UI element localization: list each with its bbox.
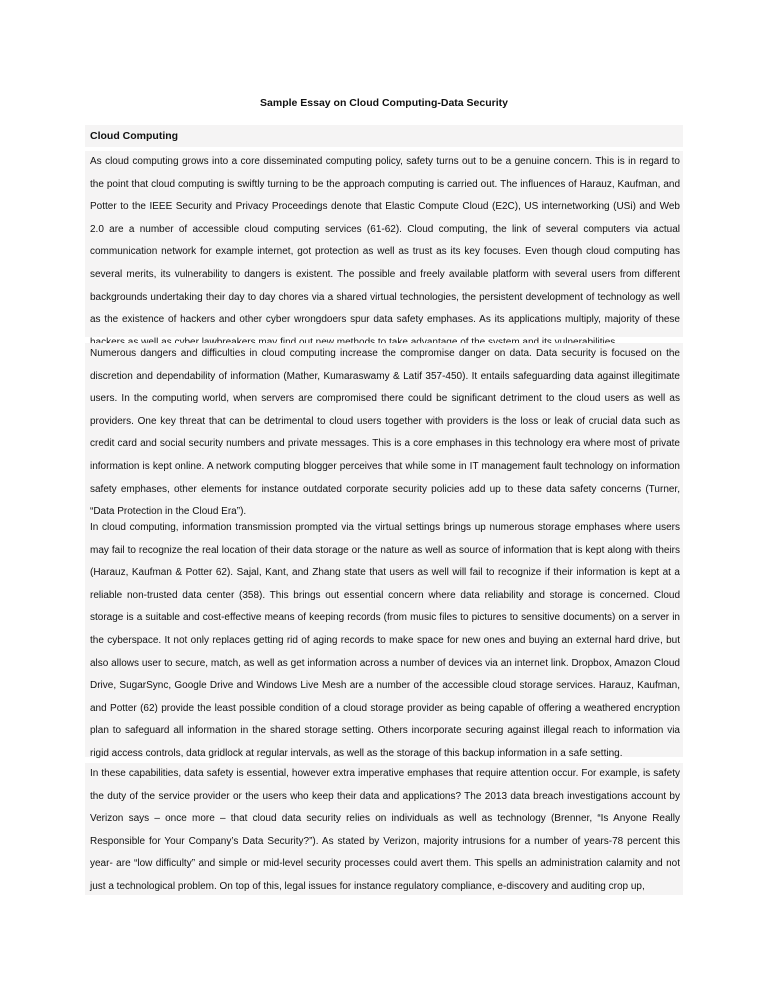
paragraph: In cloud computing, information transmission prompted via the virtual settings brings up numerous storage emphases where users may fail to recognize the real location of their data storage or the nature as well as source of information that is kept along with theirs (Harauz, Kaufman & Potter 62). Sajal, Kant, and Zhang state that users as well will fail to recognize if their information is kept at a reliable non-trusted data center (358). This brings out essential concern where data reliability and storage is concerned. Cloud storage is a suitable and cost-effective means of keeping records (from music files to pictures to sensitive documents) on a server in the cyberspace. It not only replaces getting rid of aging records to make space for new ones and buying an external hard drive, but also allows user to secure, match, as well as get information across a number of devices via an internet link. Dropbox, Amazon Cloud Drive, SugarSync, Google Drive and Windows Live Mesh are a number of the accessible cloud storage services. Harauz, Kaufman, and Potter (62) provide the least possible condition of a cloud storage provider as being capable of offering a weathered encryption plan to safeguard all information in the shared storage setting. Others incorporate securing against illegal reach to information via rigid access controls, data gridlock at regular intervals, as well as the storage of this backup information in a safe setting. — [85, 517, 683, 757]
paragraph: In these capabilities, data safety is essential, however extra imperative emphases that require attention occur. For example, is safety the duty of the service provider or the users who keep their data and applications? The 2013 data breach investigations account by Verizon says – once more – that cloud data security relies on individuals as well as technology (Brenner, “Is Anyone Really Responsible for Your Company’s Data Security?”). As stated by Verizon, majority intrusions for a number of years-78 percent this year- are “low difficulty” and simple or mid-level security processes could avert them. This spells an administration calamity and not just a technological problem. On top of this, legal issues for instance regulatory compliance, e-discovery and auditing crop up, — [85, 763, 683, 895]
paragraph: Numerous dangers and difficulties in cloud computing increase the compromise danger on data. Data security is focused on the discretion and dependability of information (Mather, Kumaraswamy & Latif 357-450). It entails safeguarding data against illegitimate users. In the computing world, when servers are compromised there could be significant detriment to the cloud users as well as providers. One key threat that can be detrimental to cloud users together with providers is the loss or leak of crucial data such as credit card and social security numbers and private messages. This is a core emphases in this technology era where most of private information is kept online. A network computing blogger perceives that while some in IT management fault technology on information safety emphases, other elements for instance outdated corporate security policies add up to these data safety concerns (Turner, “Data Protection in the Cloud Era”). — [85, 343, 683, 518]
paragraph: As cloud computing grows into a core disseminated computing policy, safety turns out to be a genuine concern. This is in regard to the point that cloud computing is swiftly turning to be the approach computing is carried out. The influences of Harauz, Kaufman, and Potter to the IEEE Security and Privacy Proceedings denote that Elastic Compute Cloud (E2C), US internetworking (USi) and Web 2.0 are a number of accessible cloud computing services (61-62). Cloud computing, the link of several computers via actual communication network for example internet, got protection as well as trust as its key focuses. Even though cloud computing has several merits, its vulnerability to dangers is existent. The possible and freely available platform with several users from different backgrounds undertaking their day to day chores via a shared virtual technologies, the persistent development of technology as well as the existence of hackers and other cyber wrongdoers spur data safety emphases. As its applications multiply, majority of these — [85, 151, 683, 337]
section-heading: Cloud Computing — [85, 125, 683, 147]
document-title: Sample Essay on Cloud Computing-Data Security — [260, 97, 508, 109]
